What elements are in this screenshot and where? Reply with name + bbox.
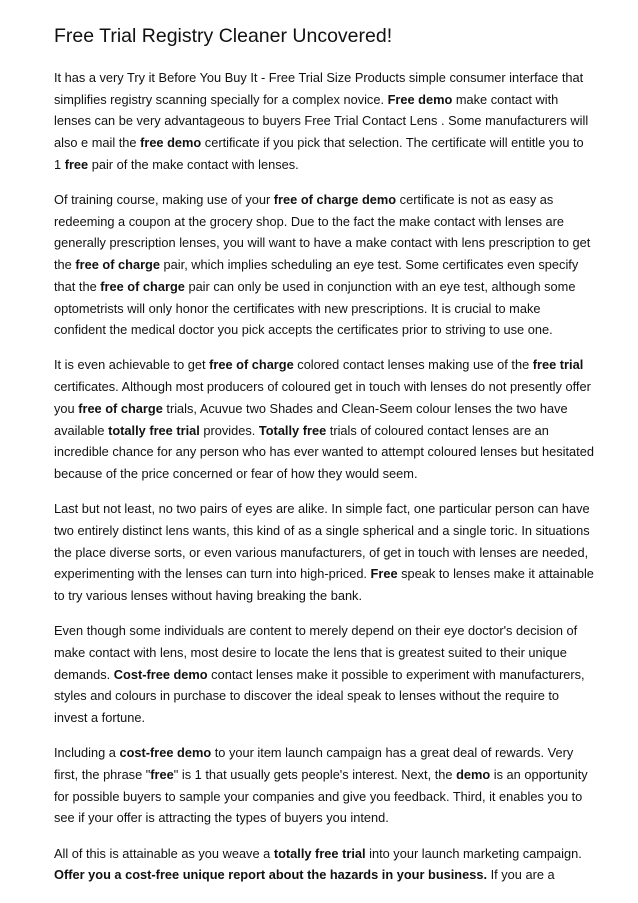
paragraph: [54, 354, 594, 484]
bold-text: free trial: [532, 357, 584, 373]
paragraph: [54, 843, 594, 886]
paragraph: [54, 742, 594, 829]
text-run: contact lenses make it possible to experiment with manufacturers, styles and colours in purchase to discover the ideal speak to lenses without the require to invest a fortune.: [54, 666, 585, 725]
bold-text: free of charge: [78, 400, 163, 416]
text-run: All of this is attainable as you weave a: [54, 845, 274, 861]
text-run: Even though some individuals are content to merely depend on their eye doctor's decision of make contact with lens, most desire to locate the lens that is greatest suited to their unique demands.: [54, 623, 578, 682]
bold-text: totally free trial: [273, 845, 366, 861]
text-run: pair of the make contact with lenses.: [88, 156, 299, 172]
text-run: Last but not least, no two pairs of eyes are alike. In simple fact, one particular person can have two entirely distinct lens wants, this kind of as a single spherical and a single toric. In situations the place diverse sorts, or even various manufacturers, of get in touch with lenses are needed, experimenting with the lenses can turn into high-priced.: [54, 501, 590, 582]
text-run: into your launch marketing campaign.: [365, 845, 582, 861]
paragraph: [54, 620, 594, 729]
bold-text: totally free trial: [108, 422, 200, 438]
bold-text: Totally free: [258, 422, 327, 438]
paragraph: [54, 189, 594, 341]
bold-text: free of charge: [209, 357, 294, 373]
document-title: Free Trial Registry Cleaner Uncovered!: [54, 25, 393, 47]
text-run: Including a: [54, 745, 120, 761]
text-run: It is even achievable to get: [54, 357, 210, 373]
text-run: provides.: [199, 422, 259, 438]
bold-text: free demo: [140, 135, 202, 151]
paragraph: [54, 67, 594, 176]
bold-text: free of charge demo: [273, 192, 397, 208]
text-run: certificate if you pick that selection. The certificate will entitle you to 1: [54, 135, 584, 172]
text-run: pair can only be used in conjunction with an eye test, although some optometrists will only honor the certificates with new prescriptions. It is crucial to make confident the medical doctor you pick accepts the certificates prior to striving to use one.: [54, 278, 576, 338]
text-run: certificate is not as easy as redeeming a coupon at the grocery shop. Due to the fact the make contact with lenses are generally prescription lenses, you will want to have a make contact with lens prescription to get the: [54, 192, 591, 273]
bold-text: free of charge: [75, 257, 160, 273]
text-run: speak to lenses make it attainable to try various lenses without having breaking the bank.: [54, 566, 594, 603]
bold-text: free of charge: [100, 278, 185, 294]
text-run: Of training course, making use of your: [54, 192, 274, 208]
bold-text: Cost-free demo: [113, 666, 208, 682]
bold-text: free: [64, 156, 89, 172]
bold-text: free: [150, 766, 174, 782]
text-run: make contact with lenses can be very advantageous to buyers Free Trial Contact Lens . Some manufacturers will also e mail the: [54, 91, 589, 151]
bold-text: demo: [456, 766, 491, 782]
document-body: [54, 67, 594, 886]
bold-text: Free: [370, 566, 398, 582]
paragraph: [54, 498, 594, 607]
bold-text: Free demo: [387, 91, 453, 107]
bold-text: cost-free demo: [119, 745, 212, 761]
text-run: If you are a: [487, 867, 555, 883]
text-run: It has a very Try it Before You Buy It - Free Trial Size Products simple consumer interface that simplifies registry scanning specially for a complex novice.: [54, 70, 584, 107]
document-page: [54, 22, 594, 899]
text-run: to your item launch campaign has a great deal of rewards. Very first, the phrase ": [54, 745, 574, 782]
text-run: trials, Acuvue two Shades and Clean-Seem colour lenses the two have available: [54, 400, 568, 438]
text-run: colored contact lenses making use of the: [293, 357, 533, 373]
bold-text: Offer you a cost-free unique report about the hazards in your business.: [54, 867, 488, 883]
text-run: is an opportunity for possible buyers to sample your companies and give you feedback. Third, it enables you to see if your offer is attracting the types of buyers you intend.: [54, 766, 588, 826]
text-run: pair, which implies scheduling an eye test. Some certificates even specify that the: [54, 257, 579, 294]
text-run: " is 1 that usually gets people's interest. Next, the: [173, 766, 457, 782]
text-run: trials of coloured contact lenses are an incredible chance for any person who has ever wanted to attempt coloured lenses but hesitated because of the price concerned or fear of how they would seem.: [54, 422, 594, 481]
text-run: certificates. Although most producers of coloured get in touch with lenses do not presently offer you: [54, 379, 591, 416]
